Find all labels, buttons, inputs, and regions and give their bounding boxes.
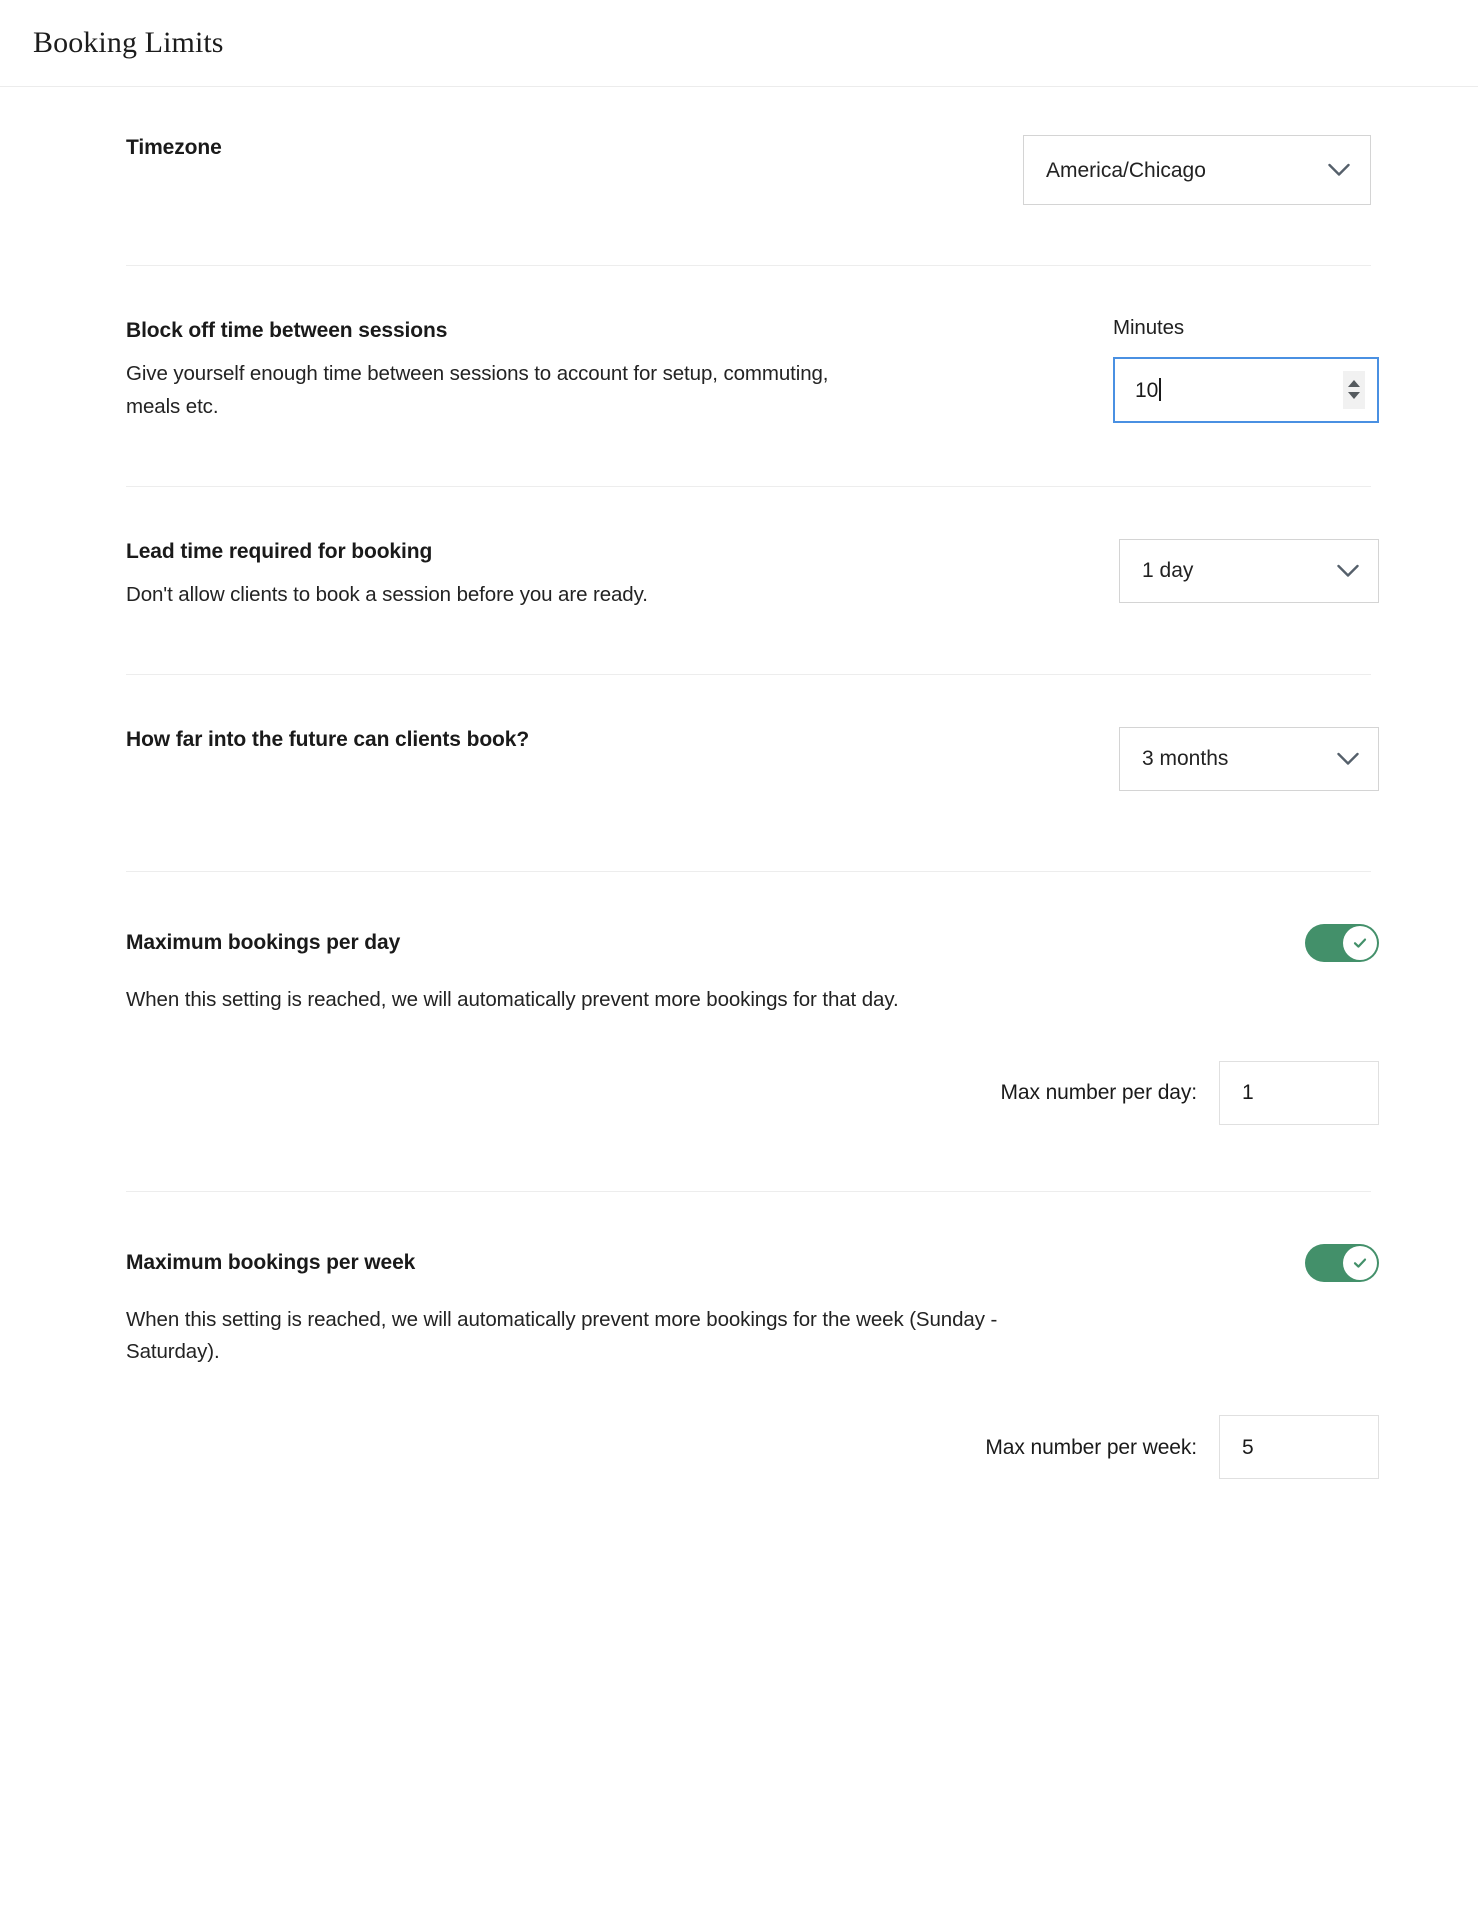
lead-time-control bbox=[1119, 539, 1379, 603]
max-per-week-header bbox=[126, 1244, 1379, 1282]
future-window-row bbox=[126, 727, 1404, 791]
max-per-week-toggle[interactable] bbox=[1305, 1244, 1379, 1282]
max-per-week-input[interactable] bbox=[1219, 1415, 1379, 1479]
page-header bbox=[0, 0, 1478, 87]
max-per-day-description: When this setting is reached, we will automatically prevent more bookings for that day. bbox=[126, 987, 899, 1011]
future-window-title: How far into the future can clients book? bbox=[126, 727, 530, 751]
max-per-week-caption: Max number per week: bbox=[985, 1435, 1197, 1459]
max-per-week-input-value: 5 bbox=[1242, 1435, 1254, 1459]
check-icon bbox=[1351, 934, 1369, 952]
timezone-select[interactable] bbox=[1023, 135, 1371, 205]
timezone-label-group bbox=[126, 135, 1023, 161]
max-per-week-field-row bbox=[126, 1415, 1379, 1479]
section-future-window bbox=[126, 675, 1404, 871]
max-per-day-header bbox=[126, 924, 1379, 962]
minutes-input[interactable] bbox=[1113, 357, 1379, 423]
minutes-input-value: 10 bbox=[1135, 378, 1161, 401]
toggle-knob bbox=[1343, 1246, 1377, 1280]
chevron-down-icon bbox=[1328, 164, 1350, 177]
timezone-title: Timezone bbox=[126, 136, 222, 159]
max-per-day-title: Maximum bookings per day bbox=[126, 930, 401, 954]
check-icon bbox=[1351, 1254, 1369, 1272]
section-lead-time bbox=[126, 487, 1404, 674]
future-window-select[interactable] bbox=[1119, 727, 1379, 791]
chevron-down-icon bbox=[1337, 752, 1359, 765]
spinner-down-icon[interactable] bbox=[1348, 392, 1360, 399]
timezone-row bbox=[126, 135, 1404, 205]
max-per-day-toggle[interactable] bbox=[1305, 924, 1379, 962]
block-off-description: Give yourself enough time between sessions to account for setup, commuting, meals etc. bbox=[126, 362, 829, 419]
text-caret bbox=[1159, 378, 1161, 401]
lead-time-label-group bbox=[126, 539, 1056, 612]
max-per-day-input[interactable] bbox=[1219, 1061, 1379, 1125]
lead-time-title: Lead time required for booking bbox=[126, 539, 433, 563]
lead-time-row bbox=[126, 539, 1404, 612]
section-timezone bbox=[126, 87, 1404, 265]
block-off-label-group bbox=[126, 318, 916, 424]
minutes-caption: Minutes bbox=[1113, 316, 1185, 339]
section-block-off bbox=[126, 266, 1404, 486]
future-window-select-value: 3 months bbox=[1142, 747, 1229, 771]
chevron-down-icon bbox=[1337, 564, 1359, 577]
max-per-week-description: When this setting is reached, we will automatically prevent more bookings for the week (Sunday - Saturday). bbox=[126, 1307, 998, 1364]
settings-content bbox=[0, 87, 1478, 1539]
lead-time-description: Don't allow clients to book a session before you are ready. bbox=[126, 583, 648, 607]
lead-time-select-value: 1 day bbox=[1142, 559, 1194, 583]
section-max-per-day bbox=[126, 872, 1404, 1191]
block-off-title: Block off time between sessions bbox=[126, 319, 448, 342]
spinner-up-icon[interactable] bbox=[1348, 380, 1360, 387]
max-per-week-title: Maximum bookings per week bbox=[126, 1250, 416, 1274]
block-off-row bbox=[126, 318, 1404, 424]
max-per-day-caption: Max number per day: bbox=[1000, 1081, 1197, 1105]
lead-time-select[interactable] bbox=[1119, 539, 1379, 603]
max-per-day-field-row bbox=[126, 1061, 1379, 1125]
block-off-control bbox=[1113, 318, 1379, 423]
max-per-day-input-value: 1 bbox=[1242, 1081, 1254, 1105]
future-window-control bbox=[1119, 727, 1379, 791]
minutes-stepper[interactable] bbox=[1343, 371, 1365, 409]
section-max-per-week bbox=[126, 1192, 1404, 1540]
toggle-knob bbox=[1343, 926, 1377, 960]
future-window-label-group bbox=[126, 727, 1056, 753]
timezone-control bbox=[1023, 135, 1371, 205]
page-title: Booking Limits bbox=[33, 26, 224, 59]
timezone-select-value: America/Chicago bbox=[1046, 158, 1206, 182]
